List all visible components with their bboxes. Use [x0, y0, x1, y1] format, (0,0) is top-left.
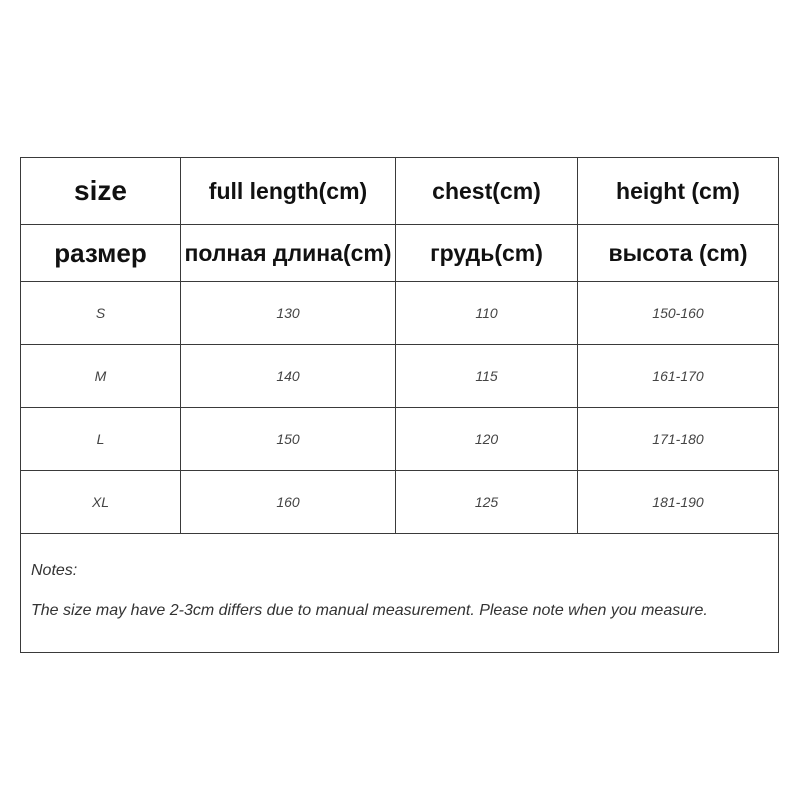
- size-cell: XL: [21, 471, 181, 534]
- table-row: [21, 345, 779, 408]
- table-row: [21, 408, 779, 471]
- header-full-length: full length(cm): [181, 158, 396, 225]
- notes-cell: [21, 534, 779, 653]
- height-cell: 171-180: [578, 408, 779, 471]
- height-cell: 181-190: [578, 471, 779, 534]
- notes-row: [21, 534, 779, 653]
- header-full-length-ru: полная длина(cm): [181, 225, 396, 282]
- full-length-cell: 140: [181, 345, 396, 408]
- header-height-ru: высота (cm): [578, 225, 779, 282]
- header-row-russian: [21, 225, 779, 282]
- height-cell: 150-160: [578, 282, 779, 345]
- table-row: [21, 471, 779, 534]
- height-cell: 161-170: [578, 345, 779, 408]
- full-length-cell: 130: [181, 282, 396, 345]
- chest-cell: 115: [396, 345, 578, 408]
- table-row: [21, 282, 779, 345]
- notes-title: Notes:: [31, 562, 78, 579]
- size-chart-table: [20, 157, 779, 653]
- full-length-cell: 150: [181, 408, 396, 471]
- header-height: height (cm): [578, 158, 779, 225]
- header-chest: chest(cm): [396, 158, 578, 225]
- chest-cell: 120: [396, 408, 578, 471]
- full-length-cell: 160: [181, 471, 396, 534]
- size-cell: S: [21, 282, 181, 345]
- header-size-ru: размер: [21, 225, 181, 282]
- chest-cell: 110: [396, 282, 578, 345]
- chest-cell: 125: [396, 471, 578, 534]
- size-cell: L: [21, 408, 181, 471]
- header-size: size: [21, 158, 181, 225]
- size-cell: M: [21, 345, 181, 408]
- header-row-english: [21, 158, 779, 225]
- notes-text: The size may have 2-3cm differs due to manual measurement. Please note when you measure.: [31, 602, 708, 619]
- header-chest-ru: грудь(cm): [396, 225, 578, 282]
